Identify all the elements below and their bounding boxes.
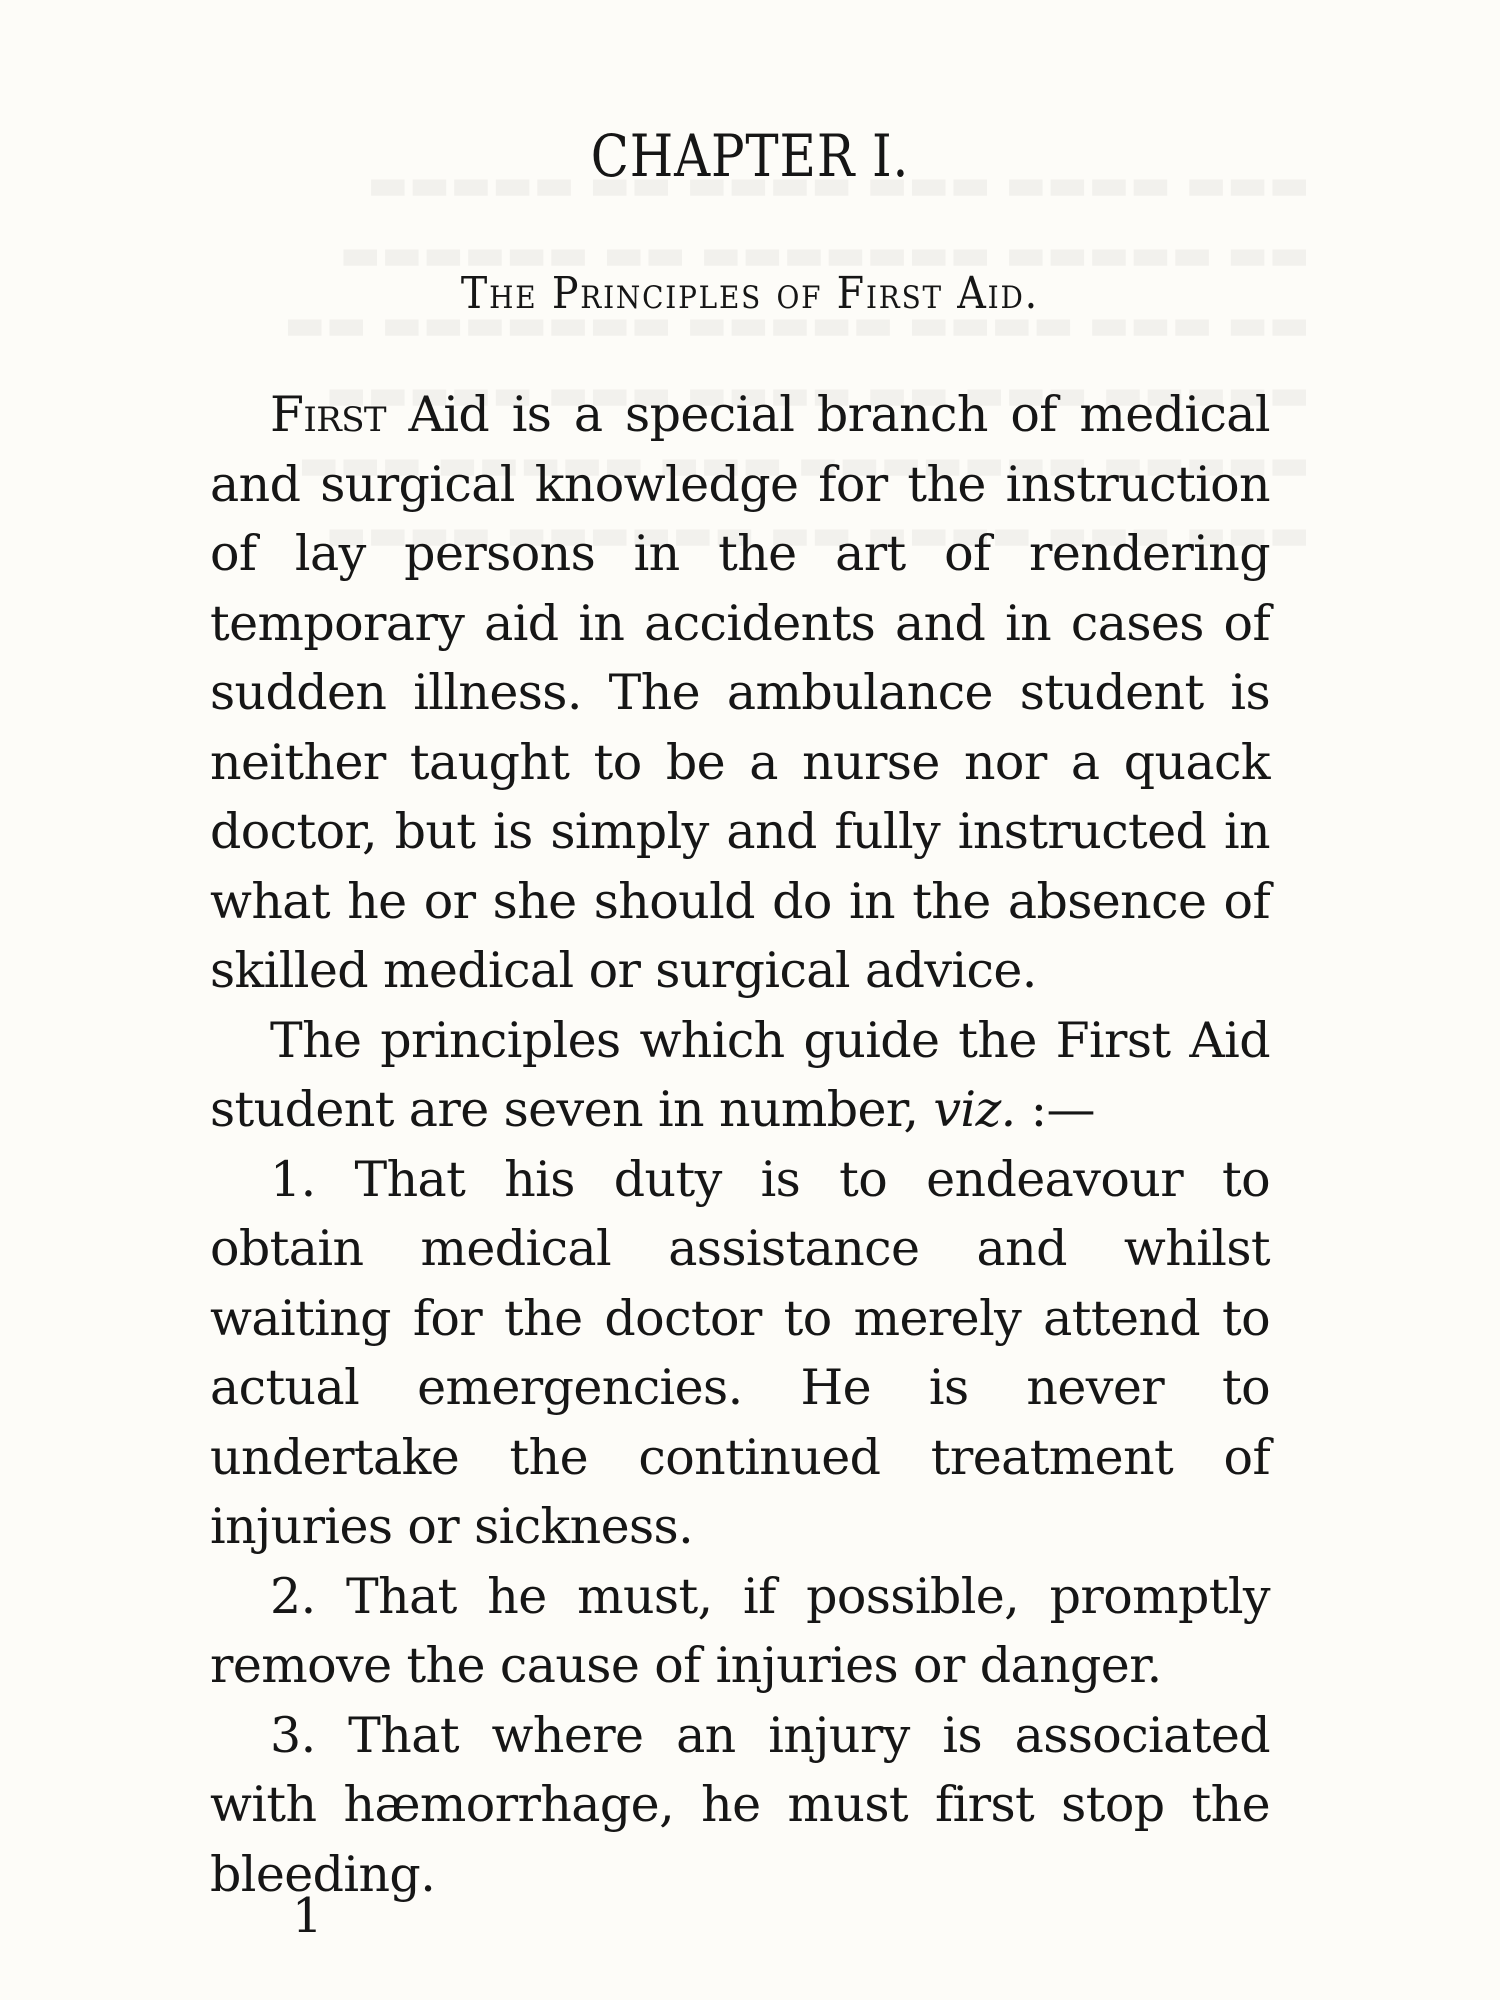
principle-1: 1. That his duty is to endeavour to obtain medical assistance and whilst waiting for the doctor to merely attend to actual emergencies. He is never to undertake the continued treatment of injuries or sickness. xyxy=(210,1150,1270,1555)
intro-paragraph xyxy=(210,380,1270,1006)
principle-3: 3. That where an injury is associated with hæmorrhage, he must first stop the bleeding. xyxy=(210,1706,1270,1903)
principles-intro-dash: :— xyxy=(1015,1081,1095,1138)
principles-intro-paragraph xyxy=(210,1006,1270,1145)
section-title: The Principles of First Aid. xyxy=(460,268,1040,319)
intro-text: Aid is a special branch of medical and surgical knowledge for the instruction of lay persons in the art of rendering temporary aid in accidents and in cases of sudden illness. The ambulance student is neither taught to be a nurse nor a quack doctor, but is simply and fully instructed in what he or she should do in the absence of skilled medical or surgical advice. xyxy=(210,386,1270,999)
intro-lead-word: First xyxy=(270,386,386,443)
page-number: 1 xyxy=(292,1888,323,1944)
chapter-title: CHAPTER I. xyxy=(590,122,910,190)
principles-intro-text: The principles which guide the First Aid student are seven in number, xyxy=(210,1011,1270,1138)
viz-abbreviation: viz. xyxy=(933,1081,1016,1138)
body-text xyxy=(210,380,1270,1909)
principle-2: 2. That he must, if possible, promptly remove the cause of injuries or danger. xyxy=(210,1567,1270,1694)
